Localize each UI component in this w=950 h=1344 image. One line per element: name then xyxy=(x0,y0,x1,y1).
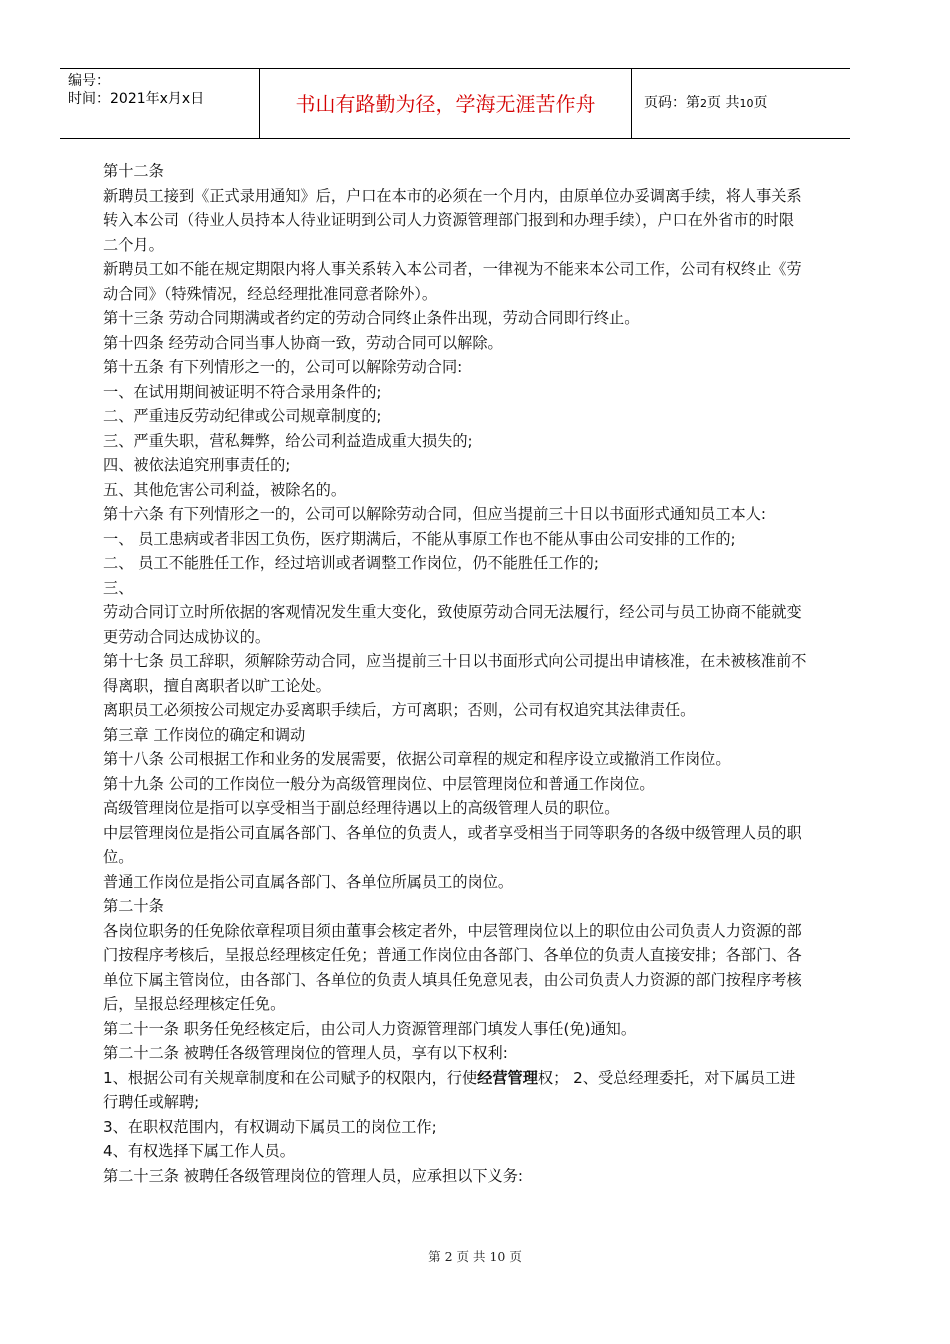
paragraph: 第二十二条 被聘任各级管理岗位的管理人员，享有以下权利: xyxy=(103,1044,508,1062)
paragraph: 第十五条 有下列情形之一的，公司可以解除劳动合同: xyxy=(103,358,463,376)
chapter-heading: 第三章 工作岗位的确定和调动 xyxy=(103,725,306,744)
page-footer: 第 2 页 共 10 页 xyxy=(428,1249,522,1264)
rights-item: 1、根据公司有关规章制度和在公司赋予的权限内，行使经营管理权； 2、受总经理委托，对下属员工进行聘任或解聘; xyxy=(103,1068,796,1111)
paragraph: 第十三条 劳动合同期满或者约定的劳动合同终止条件出现，劳动合同即行终止。 xyxy=(103,309,640,327)
paragraph: 各岗位职务的任免除依章程项目须由董事会核定者外，中层管理岗位以上的职位由公司负责人力资源的部门按程序考核后，呈报总经理核定任免；普通工作岗位由各部门、各单位的负责人直接安排；各部门、各单位下属主管岗位，由各部门、各单位的负责人填具任免意见表，由公司负责人力资源的部门按程序考核后，呈报总经理核定任免。 xyxy=(103,921,802,1013)
list-item: 一、 员工患病或者非因工负伤，医疗期满后，不能从事原工作也不能从事由公司安排的工作的; xyxy=(103,529,736,548)
list-item: 3、在职权范围内，有权调动下属员工的岗位工作; xyxy=(103,1117,437,1136)
paragraph: 新聘员工接到《正式录用通知》后，户口在本市的必须在一个月内，由原单位办妥调离手续，将人事关系转入本公司（待业人员持本人待业证明到公司人力资源管理部门报到和办理手续），户口在外省市的时限二个月。 xyxy=(103,186,802,254)
paragraph: 第二十条 xyxy=(103,897,164,915)
number-label: 编号： xyxy=(68,73,110,89)
list-item: 三、 xyxy=(103,578,134,597)
header-page-cell xyxy=(632,69,850,138)
list-item: 4、有权选择下属工作人员。 xyxy=(103,1142,295,1160)
header-meta-cell xyxy=(60,69,260,138)
paragraph: 第二十三条 被聘任各级管理岗位的管理人员，应承担以下义务: xyxy=(103,1166,524,1185)
paragraph: 新聘员工如不能在规定期限内将人事关系转入本公司者，一律视为不能来本公司工作，公司有权终止《劳动合同》（特殊情况，经总经理批准同意者除外）。 xyxy=(103,260,802,303)
paragraph: 中层管理岗位是指公司直属各部门、各单位的负责人，或者享受相当于同等职务的各级中级管理人员的职位。 xyxy=(103,823,802,866)
paragraph: 劳动合同订立时所依据的客观情况发生重大变化，致使原劳动合同无法履行，经公司与员工协商不能就变更劳动合同达成协议的。 xyxy=(103,603,802,646)
paragraph: 第十六条 有下列情形之一的，公司可以解除劳动合同，但应当提前三十日以书面形式通知员工本人: xyxy=(103,505,767,523)
paragraph: 高级管理岗位是指可以享受相当于副总经理待遇以上的高级管理人员的职位。 xyxy=(103,799,620,817)
paragraph: 离职员工必须按公司规定办妥离职手续后，方可离职；否则，公司有权追究其法律责任。 xyxy=(103,701,696,719)
page-number: 页码：第2页 共10页 xyxy=(644,95,768,111)
paragraph: 普通工作岗位是指公司直属各部门、各单位所属员工的岗位。 xyxy=(103,872,514,891)
paragraph: 第十八条 公司根据工作和业务的发展需要，依据公司章程的规定和程序设立或撤消工作岗位。 xyxy=(103,750,731,768)
paragraph: 第十九条 公司的工作岗位一般分为高级管理岗位、中层管理岗位和普通工作岗位。 xyxy=(103,774,655,793)
header-motto-cell xyxy=(260,69,632,138)
paragraph: 第二十一条 职务任免经核定后，由公司人力资源管理部门填发人事任(免)通知。 xyxy=(103,1019,637,1038)
time-label: 时间：2021年x月x日 xyxy=(68,91,205,107)
paragraph: 第十二条 xyxy=(103,162,164,180)
motto: 书山有路勤为径，学海无涯苦作舟 xyxy=(295,92,596,116)
list-item: 四、被依法追究刑事责任的; xyxy=(103,456,291,474)
paragraph: 第十七条 员工辞职，须解除劳动合同，应当提前三十日以书面形式向公司提出申请核准，在未被核准前不得离职，擅自离职者以旷工论处。 xyxy=(103,652,807,695)
list-item: 三、严重失职，营私舞弊，给公司利益造成重大损失的; xyxy=(103,431,473,450)
list-item: 二、 员工不能胜任工作，经过培训或者调整工作岗位，仍不能胜任工作的; xyxy=(103,554,599,572)
header-table xyxy=(60,68,850,139)
list-item: 五、其他危害公司利益，被除名的。 xyxy=(103,480,346,499)
list-item: 二、严重违反劳动纪律或公司规章制度的; xyxy=(103,407,382,425)
list-item: 一、在试用期间被证明不符合录用条件的; xyxy=(103,382,382,401)
paragraph: 第十四条 经劳动合同当事人协商一致，劳动合同可以解除。 xyxy=(103,333,503,352)
document-body xyxy=(103,159,809,1188)
bold-term: 经营管理 xyxy=(477,1068,538,1087)
